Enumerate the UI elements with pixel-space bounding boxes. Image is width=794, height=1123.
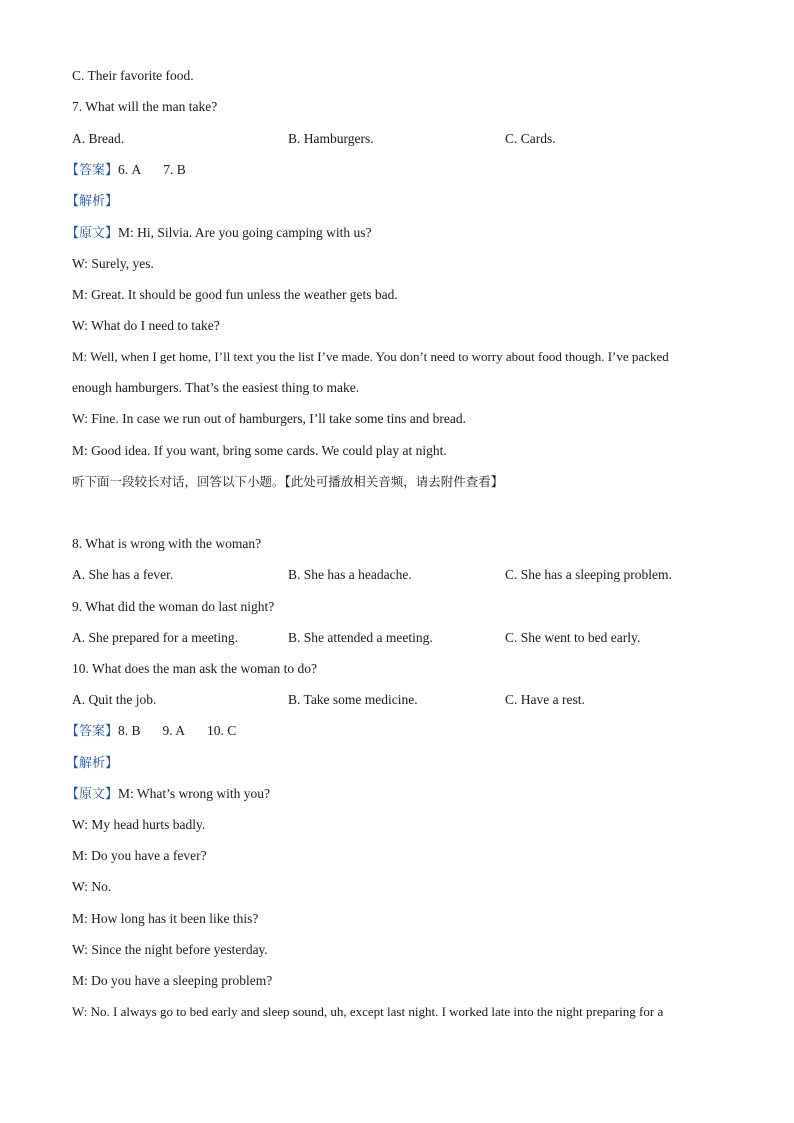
q7-question: 7. What will the man take?: [72, 99, 218, 114]
answer-item: 8. B: [118, 723, 141, 738]
transcript-label: 【原文】: [66, 787, 119, 802]
q9-option-a: A. She prepared for a meeting.: [72, 630, 239, 645]
q8-option-b: B. She has a headache.: [288, 567, 412, 582]
transcript-line: M: Well, when I get home, I’ll text you the list I’ve made. You don’t need to worry about food though. I’ve packed: [72, 349, 669, 364]
transcript-line: W: Fine. In case we run out of hamburgers, I’ll take some tins and bread.: [72, 411, 467, 426]
q10-question: 10. What does the man ask the woman to do?: [72, 661, 317, 676]
q6-option-c: C. Their favorite food.: [72, 68, 194, 83]
transcript-line: W: No.: [72, 879, 112, 894]
q8-question: 8. What is wrong with the woman?: [72, 536, 262, 551]
transcript-line: 【原文】M: Hi, Silvia. Are you going camping with us?: [66, 225, 372, 241]
q9-option-b: B. She attended a meeting.: [288, 630, 433, 645]
answer-item: 6. A: [118, 162, 142, 177]
q8-option-c: C. She has a sleeping problem.: [505, 567, 672, 582]
analysis-label-1: 【解析】: [66, 194, 119, 209]
transcript-line: enough hamburgers. That’s the easiest thing to make.: [72, 380, 360, 395]
transcript-line: M: How long has it been like this?: [72, 911, 259, 926]
q10-option-b: B. Take some medicine.: [288, 692, 418, 707]
q7-options: [72, 131, 732, 147]
q10-options: [72, 692, 732, 708]
q10-option-c: C. Have a rest.: [505, 692, 585, 707]
answer-item: 9. A: [162, 723, 186, 738]
q9-question: 9. What did the woman do last night?: [72, 599, 275, 614]
q8-option-a: A. She has a fever.: [72, 567, 174, 582]
q9-option-c: C. She went to bed early.: [505, 630, 641, 645]
q7-option-a: A. Bread.: [72, 131, 125, 146]
transcript-label: 【原文】: [66, 226, 119, 241]
transcript-line: M: Do you have a fever?: [72, 848, 207, 863]
q8-options: [72, 567, 732, 583]
transcript-line: M: Do you have a sleeping problem?: [72, 973, 273, 988]
answer-item: 10. C: [207, 723, 237, 738]
transcript-line: W: Surely, yes.: [72, 256, 154, 271]
transcript-line: M: Good idea. If you want, bring some cards. We could play at night.: [72, 443, 447, 458]
q7-option-c: C. Cards.: [505, 131, 556, 146]
answer-label: 【答案】: [66, 163, 119, 178]
answer-label: 【答案】: [66, 724, 119, 739]
q9-options: [72, 630, 732, 646]
answer-item: 7. B: [163, 162, 186, 177]
transcript-line: 【原文】M: What’s wrong with you?: [66, 786, 271, 802]
q10-option-a: A. Quit the job.: [72, 692, 157, 707]
analysis-label-2: 【解析】: [66, 756, 119, 771]
transcript-line: W: Since the night before yesterday.: [72, 942, 268, 957]
transcript-line: M: Great. It should be good fun unless the weather gets bad.: [72, 287, 398, 302]
listening-instruction: 听下面一段较长对话，回答以下小题。【此处可播放相关音频，请去附件查看】: [72, 474, 504, 489]
answer-row-1: [66, 162, 186, 179]
transcript-line: W: My head hurts badly.: [72, 817, 206, 832]
answer-row-2: [66, 723, 236, 740]
q7-option-b: B. Hamburgers.: [288, 131, 374, 146]
transcript-line: W: No. I always go to bed early and sleep sound, uh, except last night. I worked late into the night preparing for a: [72, 1004, 664, 1019]
transcript-line: W: What do I need to take?: [72, 318, 220, 333]
